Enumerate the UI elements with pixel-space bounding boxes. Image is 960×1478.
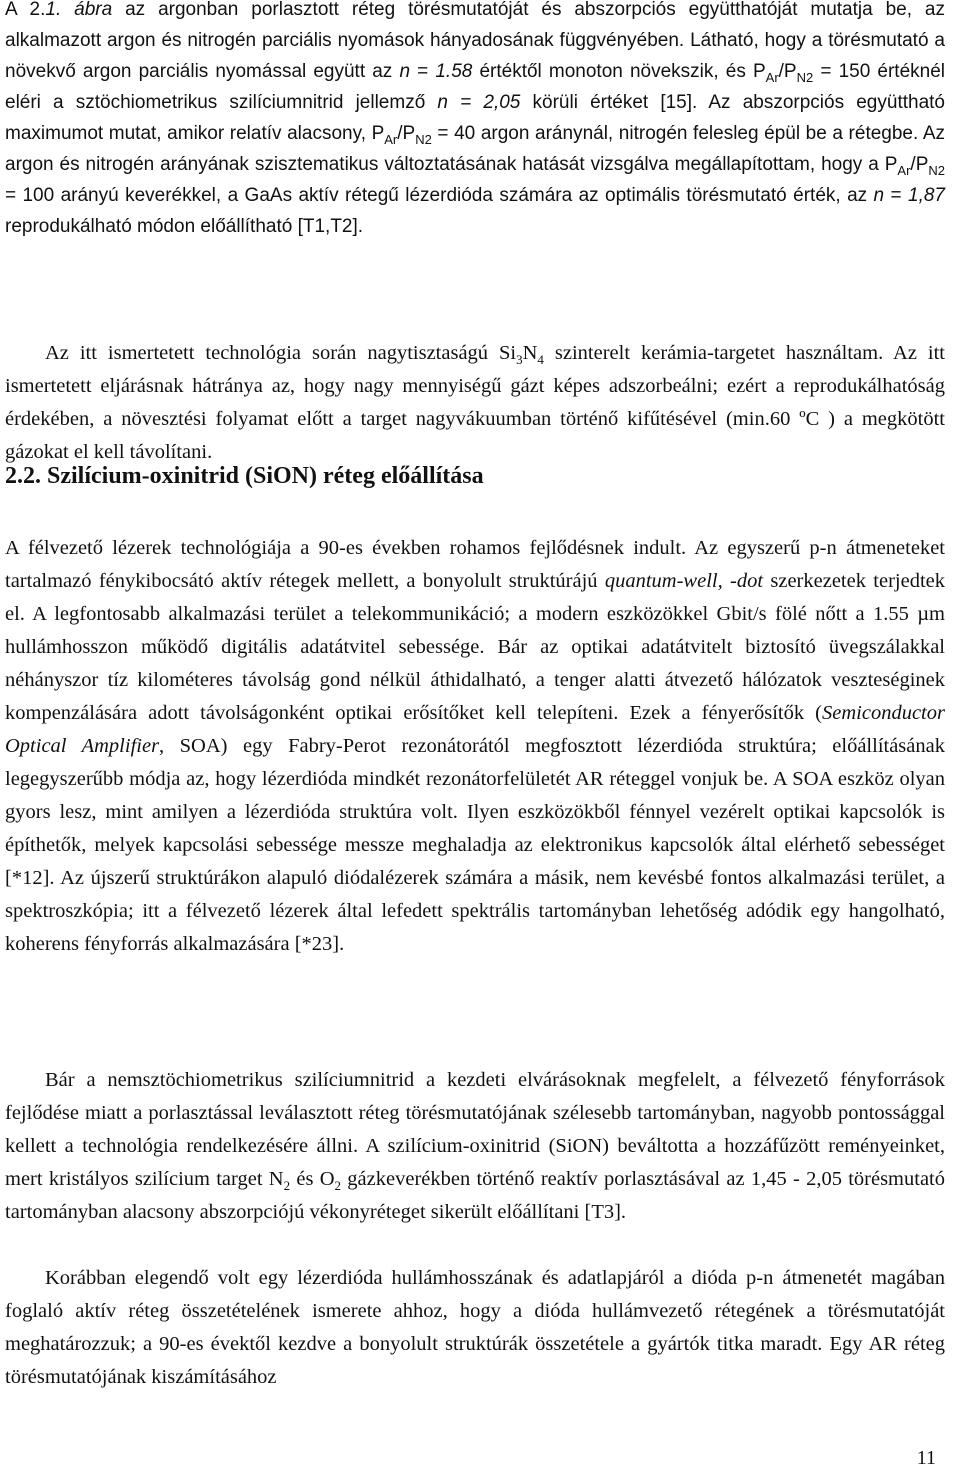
subscript: N2 bbox=[415, 132, 432, 147]
paragraph-text bbox=[5, 337, 945, 469]
section-heading-wrap bbox=[5, 463, 484, 490]
text-span: reprodukálható módon előállítható [T1,T2]. bbox=[5, 216, 364, 237]
paragraph-laser-diode bbox=[5, 1262, 945, 1394]
figure-reference: 1. ábra bbox=[45, 0, 113, 20]
value-italic: n = 2,05 bbox=[437, 92, 521, 113]
subscript: N2 bbox=[796, 70, 814, 85]
text-span: /P bbox=[910, 154, 929, 175]
text-span: szerkezetek terjedtek el. A legfontosabb alkalmazási terület a telekommunikáció; a modern eszközökkel Gbit/s fölé nőtt a 1.55 µm hullámhosszon működő digitális adatátvitel sebessége. Bár az optikai adatátvitelt biztosító üvegszálakkal néhányszor tíz kilométeres távolság gond nélkül áthidalható, a tenger alatti átvezető hálózatok veszteséginek kompenzálására adott távolságonként optikai erősítőket kell telepíteni. Ezek a fényerősítők ( bbox=[5, 570, 945, 724]
subscript: 3 bbox=[516, 352, 523, 367]
subscript: N2 bbox=[928, 163, 945, 178]
page-number: 11 bbox=[916, 1447, 936, 1469]
text-span: A félvezető lézerek technológiája a 90-es években rohamos fejlődésnek indult. Az egyszerű p-n átmeneteket tartalmazó fénykibocsátó aktív rétegek mellett, a bonyolult struktúrájú bbox=[5, 537, 945, 592]
text-span: = bbox=[884, 185, 909, 206]
paragraph-refractive-index bbox=[5, 0, 945, 242]
paragraph-target bbox=[5, 337, 945, 469]
paragraph-sion bbox=[5, 1064, 945, 1229]
subscript: Ar bbox=[384, 132, 398, 147]
text-span: /P bbox=[397, 123, 416, 144]
text-span: Bár a nemsztöchiometrikus szilíciumnitrid a kezdeti elvárásoknak megfelelt, a félvezető fényforrások fejlődése miatt a porlasztással leválasztott réteg törésmutatójának szélesebb tartományban, nagyobb pontossággal kellett a technológia rendelkezésére állni. A szilícium-oxinitrid (SiON) beváltotta a hozzáfűzött reményeinket, mert kristályos szilícium target N bbox=[5, 1069, 945, 1190]
text-span: N bbox=[522, 342, 538, 364]
subscript: 4 bbox=[537, 352, 544, 367]
subscript: Ar bbox=[765, 70, 779, 85]
section-heading: 2.2. Szilícium-oxinitrid (SiON) réteg előállítása bbox=[5, 463, 484, 489]
subscript: 2 bbox=[283, 1178, 291, 1193]
text-span: /P bbox=[778, 61, 797, 82]
paragraph-text bbox=[5, 532, 945, 961]
text-span: Az itt ismertetett technológia során nagytisztaságú Si bbox=[45, 342, 517, 364]
text-span: szinterelt kerámia-targetet használtam. Az itt ismertetett eljárásnak hátránya az, hogy nagy mennyiségű gázt képes adszorbeálni; ezért a reprodukálhatóság érdekében, a növesztési folyamat előtt a target nagyvákuumban történő kifűtésével (min.60 ºC ) a megkötött gázokat el kell távolítani. bbox=[5, 342, 945, 463]
text-span: és O bbox=[290, 1168, 335, 1190]
text-span: = 150 értéknél eléri a sztöchiometrikus szilíciumnitrid jellemző bbox=[5, 61, 945, 113]
subscript: 2 bbox=[334, 1178, 342, 1193]
paragraph-text bbox=[5, 1064, 945, 1229]
text-span: = 100 arányú keverékkel, a GaAs aktív rétegű lézerdióda számára az optimális törésmutató érték, az bbox=[5, 185, 874, 206]
subscript: Ar bbox=[897, 163, 911, 178]
value-italic: 1.58 bbox=[435, 61, 473, 82]
text-span: = 40 argon aránynál, nitrogén felesleg épül be a rétegbe. Az argon és nitrogén arányának szisztematikus változtatásának hatását vizsgálva megállapítottam, hogy a P bbox=[5, 123, 945, 175]
text-span: A 2. bbox=[5, 0, 46, 20]
text-span: értéktől monoton növekszik, és P bbox=[472, 61, 766, 82]
value-italic: 1,87 bbox=[908, 185, 945, 206]
symbol-n: n bbox=[873, 185, 885, 206]
text-span: körüli értéket [15]. Az abszorpciós együttható maximumot mutat, amikor relatív alacsony, P bbox=[5, 92, 945, 144]
italic-term: Semiconductor Optical Amplifier bbox=[5, 702, 945, 757]
symbol-n: n bbox=[399, 61, 411, 82]
paragraph-text bbox=[5, 0, 945, 242]
text-span: , SOA) egy Fabry-Perot rezonátorától megfosztott lézerdióda struktúra; előállításának legegyszerűbb módja az, hogy lézerdióda mindkét rezonátorfelületét AR réteggel vonjuk be. A SOA eszköz olyan gyors lesz, mint amilyen a lézerdióda struktúra volt. Ilyen eszközökből fénnyel vezérelt optikai kapcsolók is építhetők, melyek kapcsolási sebessége messze meghaladja az elektronikus kapcsolók által elérhető sebességet [*12]. Az újszerű struktúrákon alapuló diódalézerek számára a másik, nem kevésbé fontos alkalmazási terület, a spektroszkópia; itt a félvezető lézerek által lefedett spektrális tartományban lehetőség adódik egy hangolható, koherens fényforrás alkalmazására [*23]. bbox=[5, 735, 945, 955]
text-span: = bbox=[410, 61, 436, 82]
text-span: gázkeverékben történő reaktív porlasztásával az 1,45 - 2,05 törésmutató tartományban alacsony abszorpciójú vékonyréteget sikerült előállítani [T3]. bbox=[5, 1168, 945, 1223]
paragraph-text: Korábban elegendő volt egy lézerdióda hullámhosszának és adatlapjáról a dióda p-n átmenetét magában foglaló aktív réteg összetételének ismerete ahhoz, hogy a dióda hullámvezető rétegének a törésmutatóját meghatározzuk; a 90-es évektől kezdve a bonyolult struktúrák összetétele a gyártók titka maradt. Egy AR réteg törésmutatójának kiszámításához bbox=[5, 1267, 945, 1388]
italic-term: quantum-well, -dot bbox=[604, 570, 764, 592]
text-span: az argonban porlasztott réteg törésmutatóját és abszorpciós együtthatóját mutatja be, az alkalmazott argon és nitrogén parciális nyomások hányadosának függvényében. Látható, hogy a törésmutató a növekvő argon parciális nyomással együtt az bbox=[5, 0, 946, 82]
paragraph-laser-technology bbox=[5, 532, 945, 961]
